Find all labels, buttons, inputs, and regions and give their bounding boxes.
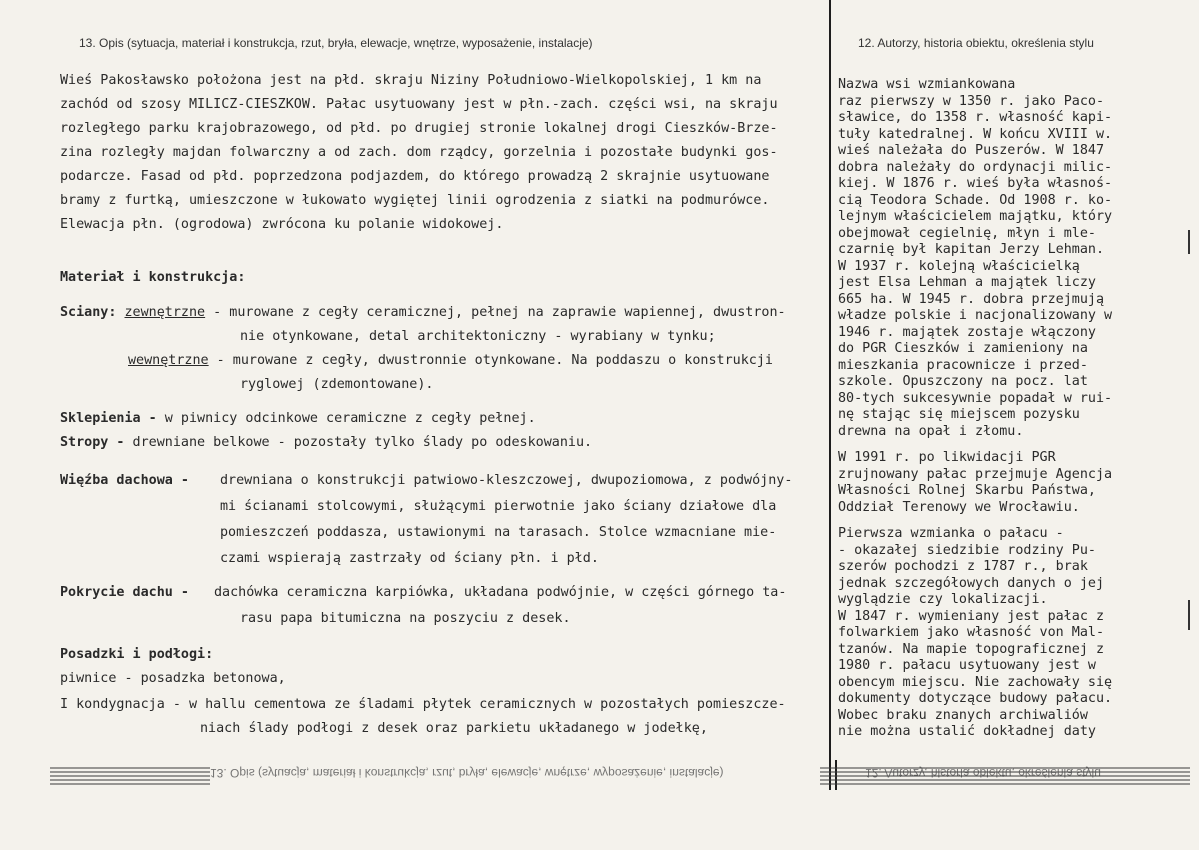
history-line: Oddział Terenowy we Wrocławiu. xyxy=(838,499,1080,515)
history-line: lejnym właścicielem majątku, który xyxy=(838,209,1113,224)
history-line: raz pierwszy w 1350 r. jako Paco- xyxy=(838,93,1105,109)
posadzki-heading: Posadzki i podłogi: xyxy=(60,647,214,662)
section-12-header: 12. Autorzy, historia obiektu, określenia stylu xyxy=(858,36,1094,50)
history-line: władze polskie i nacjonalizowany w xyxy=(838,308,1113,323)
wewn-text-2: ryglowej (zdemontowane). xyxy=(240,377,434,392)
kondygnacja-line-1: I kondygnacja - w hallu cementowa ze śladami płytek ceramicznych w pozostałych pomieszcze- xyxy=(60,697,786,712)
pokrycie-line-1: dachówka ceramiczna karpiówka, układana podwójnie, w części górnego ta- xyxy=(214,585,787,600)
pokrycie-line-2: rasu papa bitumiczna na poszyciu z desek. xyxy=(240,611,571,626)
history-line: wyglądzie czy lokalizacji. xyxy=(838,592,1048,607)
history-line: nę stając się miejscem pozysku xyxy=(838,407,1080,422)
history-line: wieś należała do Puszerów. W 1847 xyxy=(838,143,1105,158)
edge-mark xyxy=(1188,600,1190,630)
history-line: W 1937 r. kolejną właścicielką xyxy=(838,258,1080,274)
history-line: drewna na opał i złomu. xyxy=(838,423,1024,439)
history-line: zrujnowany pałac przejmuje Agencja xyxy=(838,466,1113,482)
stropy-text: drewniane belkowe - pozostały tylko ślady po odeskowaniu. xyxy=(124,435,593,450)
history-line: Pierwsza wzmianka o pałacu - xyxy=(838,526,1064,541)
edge-mark xyxy=(1188,230,1190,254)
column-divider xyxy=(829,0,831,790)
history-line: szerów pochodzi z 1787 r., brak xyxy=(838,559,1088,574)
wewn-text: - murowane z cegły, dwustronnie otynkowane. Na poddaszu o konstrukcji xyxy=(208,353,773,368)
history-column xyxy=(838,77,1188,741)
history-line: szkole. Opuszczony na pocz. lat xyxy=(838,374,1088,389)
sklepienia-label: Sklepienia - xyxy=(60,411,157,426)
history-line: obejmował cegielnię, młyn i mle- xyxy=(838,225,1096,241)
wiezba-line-3: pomieszczeń poddasza, ustawionymi na tarasach. Stolce wzmacniane mie- xyxy=(220,525,777,540)
history-line: dobra należały do ordynacji milic- xyxy=(838,159,1113,175)
history-line: Nazwa wsi wzmiankowana xyxy=(838,77,1016,92)
sciany-zewn-line xyxy=(60,305,786,320)
history-line: kiej. W 1876 r. wieś była własnoś- xyxy=(838,176,1113,191)
history-line: do PGR Cieszków i zamieniony na xyxy=(838,341,1088,356)
history-line: mieszkania pracownicze i przed- xyxy=(838,357,1088,373)
description-line: Elewacja płn. (ogrodowa) zwrócona ku polanie widokowej. xyxy=(60,217,504,232)
history-line: W 1991 r. po likwidacji PGR xyxy=(838,450,1056,465)
zewn-text: - murowane z cegły ceramicznej, pełnej na zaprawie wapiennej, dwustron- xyxy=(205,305,786,320)
description-line: bramy z furtką, umieszczone w łukowato wygiętej linii ogrodzenia z siatki na podmurówce. xyxy=(60,193,770,208)
section-13-header: 13. Opis (sytuacja, materiał i konstrukcja, rzut, bryła, elewacje, wnętrze, wyposażenie, instalacje) xyxy=(79,36,593,50)
history-line: 80-tych sukcesywnie popadał w rui- xyxy=(838,390,1113,406)
history-line: obencym miejscu. Nie zachowały się xyxy=(838,674,1113,690)
sciany-wewn-line xyxy=(128,353,773,368)
paragraph-gap xyxy=(838,440,1188,450)
pokrycie-label: Pokrycie dachu - xyxy=(60,585,189,600)
history-line: tuły katedralnej. W końcu XVIII w. xyxy=(838,126,1113,142)
paragraph-gap xyxy=(838,516,1188,526)
stropy-label: Stropy - xyxy=(60,435,125,450)
zewn-label: zewnętrzne xyxy=(124,305,206,320)
history-line: 665 ha. W 1945 r. dobra przejmują xyxy=(838,291,1105,307)
wiezba-line-2: mi ścianami stolcowymi, służącymi pierwotnie jako ściany działowe dla xyxy=(220,499,777,514)
sciany-label: Sciany: xyxy=(60,305,117,320)
history-line: Wobec braku znanych archiwaliów xyxy=(838,707,1088,723)
piwnice-line: piwnice - posadzka betonowa, xyxy=(60,671,286,686)
description-line: zina rozległy majdan folwarczny a od zach. dom rządcy, gorzelnia i pozostałe budynki gos- xyxy=(60,145,778,160)
history-line: jest Elsa Lehman a majątek liczy xyxy=(838,275,1096,290)
wiezba-label: Więźba dachowa - xyxy=(60,473,189,488)
stropy-line xyxy=(60,435,592,450)
history-line: czarnię był kapitan Jerzy Lehman. xyxy=(838,242,1105,257)
mirrored-header-left: 13. Opis (sytuacja, materiał i konstrukcja, rzut, bryła, elewacje, wnętrze, wyposażenie, instalacje) xyxy=(210,766,724,780)
wiezba-line-4: czami wspierają zastrzały od ściany płn. i płd. xyxy=(220,551,599,566)
zewn-text-2: nie otynkowane, detal architektoniczny - wyrabiany w tynku; xyxy=(240,329,716,344)
history-line: tzanów. Na mapie topograficznej z xyxy=(838,641,1105,657)
sklepienia-line xyxy=(60,411,536,426)
history-line: cią Teodora Schade. Od 1908 r. ko- xyxy=(838,192,1113,208)
kondygnacja-line-2: niach ślady podłogi z desek oraz parkietu układanego w jodełkę, xyxy=(200,721,708,736)
history-line: W 1847 r. wymieniany jest pałac z xyxy=(838,608,1105,624)
description-line: zachód od szosy MILICZ-CIESZKOW. Pałac usytuowany jest w płn.-zach. części wsi, na skraju xyxy=(60,97,778,112)
history-line: - okazałej siedzibie rodziny Pu- xyxy=(838,542,1096,558)
history-line: Własności Rolnej Skarbu Państwa, xyxy=(838,483,1096,498)
material-heading: Materiał i konstrukcja: xyxy=(60,270,246,285)
history-line: jednak szczegółowych danych o jej xyxy=(838,575,1105,591)
description-line: podarcze. Fasad od płd. poprzedzona podjazdem, do którego prowadzą 2 skrajnie usytuowane xyxy=(60,169,770,184)
mirrored-header-right: 12. Autorzy, historia obiektu, określenia stylu xyxy=(865,766,1101,780)
description-line: Wieś Pakosławsko położona jest na płd. skraju Niziny Południowo-Wielkopolskiej, 1 km na xyxy=(60,73,762,88)
history-line: 1946 r. majątek zostaje włączony xyxy=(838,324,1096,340)
description-line: rozległego parku krajobrazowego, od płd. po drugiej stronie lokalnej drogi Cieszków-Brze- xyxy=(60,121,778,136)
history-line: dokumenty dotyczące budowy pałacu. xyxy=(838,691,1113,706)
history-line: folwarkiem jako własność von Mal- xyxy=(838,625,1105,640)
sklepienia-text: w piwnicy odcinkowe ceramiczne z cegły pełnej. xyxy=(156,411,536,426)
history-line: sławice, do 1358 r. własność kapi- xyxy=(838,110,1113,125)
history-line: 1980 r. pałacu usytuowany jest w xyxy=(838,658,1096,673)
wewn-label: wewnętrzne xyxy=(128,353,209,368)
history-line: nie można ustalić dokładnej daty xyxy=(838,724,1096,739)
wiezba-line-1: drewniana o konstrukcji patwiowo-kleszczowej, dwupoziomowa, z podwójny- xyxy=(220,473,793,488)
